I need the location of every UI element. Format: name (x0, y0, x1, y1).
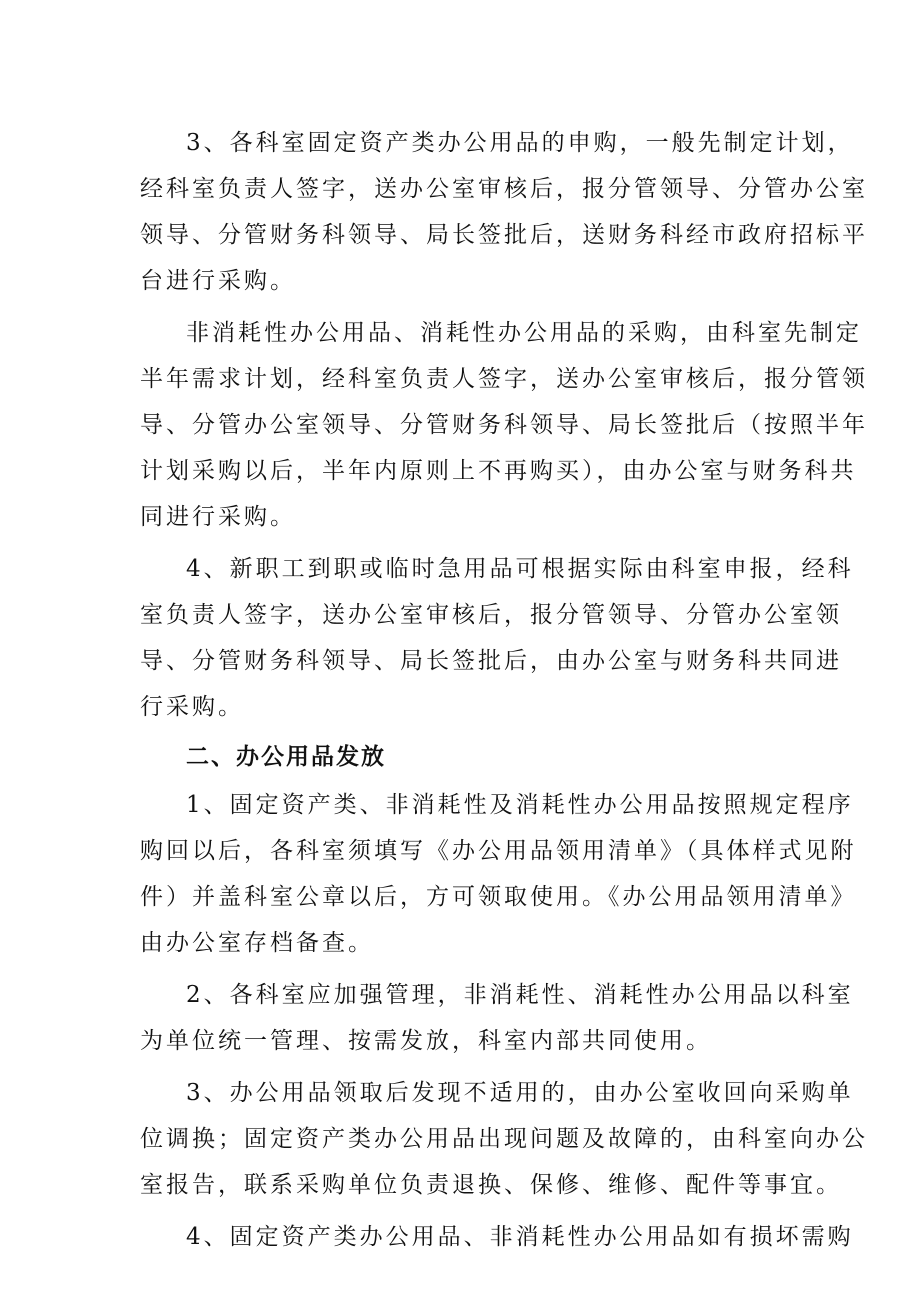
distribution-2-line-1: 2、各科室应加强管理，非消耗性、消耗性办公用品以科室 (186, 982, 854, 1008)
distribution-3-line-1: 3、办公用品领取后发现不适用的，由办公室收回向采购单 (186, 1080, 854, 1106)
paragraph-3-line-4: 台进行采购。 (140, 268, 296, 294)
paragraph-consumables-line-3: 导、分管办公室领导、分管财务科领导、局长签批后（按照半年 (140, 412, 868, 438)
paragraph-consumables-line-4: 计划采购以后，半年内原则上不再购买），由办公室与财务科共 (140, 458, 857, 484)
paragraph-consumables-line-5: 同进行采购。 (140, 504, 296, 530)
paragraph-4-line-1: 4、新职工到职或临时急用品可根据实际由科室申报，经科 (186, 556, 854, 582)
paragraph-3-line-1: 3、各科室固定资产类办公用品的申购，一般先制定计划， (186, 130, 854, 156)
paragraph-4-line-3: 导、分管财务科领导、局长签批后，由办公室与财务科共同进 (140, 648, 842, 674)
section-heading: 二、办公用品发放 (186, 744, 386, 770)
paragraph-consumables-line-2: 半年需求计划，经科室负责人签字，送办公室审核后，报分管领 (140, 366, 868, 392)
paragraph-4-line-2: 室负责人签字，送办公室审核后，报分管领导、分管办公室领 (140, 602, 842, 628)
paragraph-3-line-2: 经科室负责人签字，送办公室审核后，报分管领导、分管办公室 (140, 176, 868, 202)
distribution-3-line-3: 室报告，联系采购单位负责退换、保修、维修、配件等事宜。 (140, 1172, 842, 1198)
distribution-1-line-3: 件）并盖科室公章以后，方可领取使用。《办公用品领用清单》 (140, 884, 857, 910)
paragraph-3-line-3: 领导、分管财务科领导、局长签批后，送财务科经市政府招标平 (140, 222, 868, 248)
distribution-1-line-2: 购回以后，各科室须填写《办公用品领用清单》（具体样式见附 (140, 838, 857, 864)
distribution-2-line-2: 为单位统一管理、按需发放，科室内部共同使用。 (140, 1028, 712, 1054)
paragraph-4-line-4: 行采购。 (140, 694, 244, 720)
distribution-1-line-1: 1、固定资产类、非消耗性及消耗性办公用品按照规定程序 (186, 792, 854, 818)
distribution-4-line-1: 4、固定资产类办公用品、非消耗性办公用品如有损坏需购 (186, 1224, 854, 1250)
paragraph-consumables-line-1: 非消耗性办公用品、消耗性办公用品的采购，由科室先制定 (186, 320, 862, 346)
distribution-3-line-2: 位调换；固定资产类办公用品出现问题及故障的，由科室向办公 (140, 1126, 868, 1152)
distribution-1-line-4: 由办公室存档备查。 (140, 930, 374, 956)
